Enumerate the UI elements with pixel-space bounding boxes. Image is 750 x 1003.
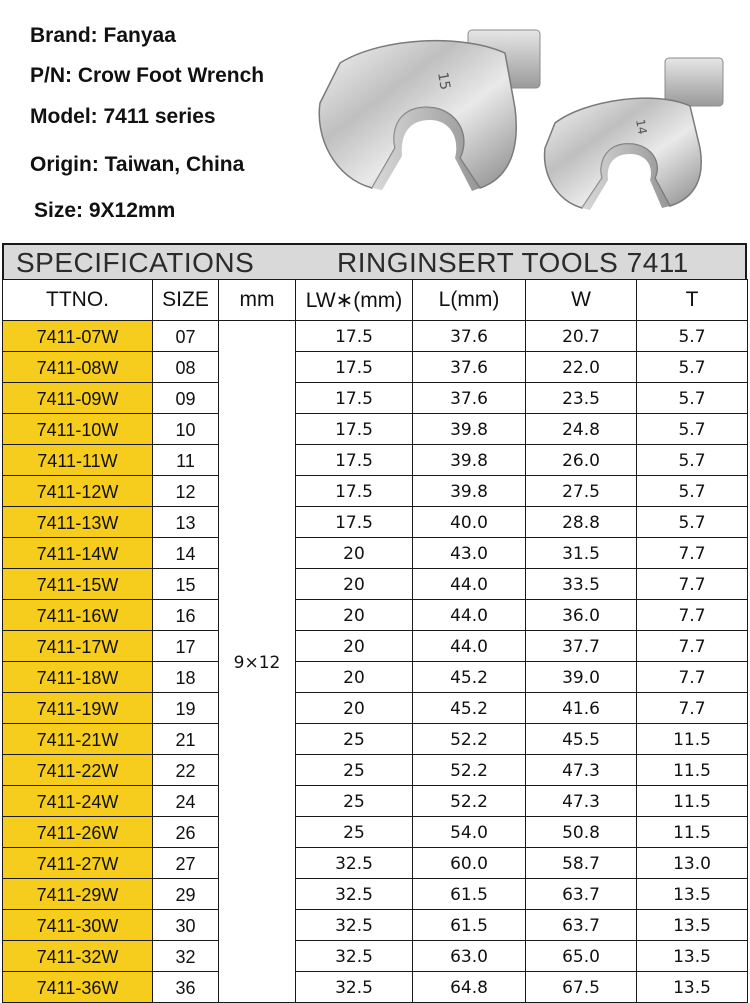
ttno-cell: 7411-12W xyxy=(3,476,153,507)
size-cell: 09 xyxy=(153,383,219,414)
size-cell: 29 xyxy=(153,879,219,910)
t-cell: 7.7 xyxy=(637,538,748,569)
size-cell: 07 xyxy=(153,321,219,352)
ttno-cell: 7411-30W xyxy=(3,910,153,941)
table-row xyxy=(3,662,748,693)
lw-cell: 32.5 xyxy=(296,848,413,879)
l-cell: 52.2 xyxy=(413,786,526,817)
col-mm: mm xyxy=(219,280,296,321)
t-cell: 7.7 xyxy=(637,693,748,724)
pn-line: P/N: Crow Foot Wrench xyxy=(30,64,265,87)
spec-table xyxy=(2,279,748,1003)
table-row xyxy=(3,383,748,414)
lw-cell: 20 xyxy=(296,538,413,569)
l-cell: 37.6 xyxy=(413,383,526,414)
w-cell: 47.3 xyxy=(526,755,637,786)
size-cell: 36 xyxy=(153,972,219,1003)
lw-cell: 25 xyxy=(296,724,413,755)
l-cell: 37.6 xyxy=(413,352,526,383)
col-lw: LW∗(mm) xyxy=(296,280,413,321)
w-cell: 63.7 xyxy=(526,879,637,910)
w-cell: 58.7 xyxy=(526,848,637,879)
w-cell: 41.6 xyxy=(526,693,637,724)
ttno-cell: 7411-27W xyxy=(3,848,153,879)
ttno-cell: 7411-32W xyxy=(3,941,153,972)
t-cell: 5.7 xyxy=(637,321,748,352)
l-cell: 37.6 xyxy=(413,321,526,352)
table-row xyxy=(3,693,748,724)
size-cell: 21 xyxy=(153,724,219,755)
l-cell: 52.2 xyxy=(413,755,526,786)
t-cell: 7.7 xyxy=(637,569,748,600)
table-row xyxy=(3,352,748,383)
ttno-cell: 7411-16W xyxy=(3,600,153,631)
ttno-cell: 7411-29W xyxy=(3,879,153,910)
t-cell: 7.7 xyxy=(637,631,748,662)
l-cell: 45.2 xyxy=(413,662,526,693)
l-cell: 39.8 xyxy=(413,476,526,507)
size-cell: 08 xyxy=(153,352,219,383)
table-row xyxy=(3,414,748,445)
ttno-cell: 7411-07W xyxy=(3,321,153,352)
ttno-cell: 7411-22W xyxy=(3,755,153,786)
l-cell: 54.0 xyxy=(413,817,526,848)
w-cell: 31.5 xyxy=(526,538,637,569)
ttno-cell: 7411-15W xyxy=(3,569,153,600)
lw-cell: 32.5 xyxy=(296,941,413,972)
size-cell: 22 xyxy=(153,755,219,786)
table-row xyxy=(3,445,748,476)
table-row xyxy=(3,507,748,538)
table-row xyxy=(3,817,748,848)
size-cell: 27 xyxy=(153,848,219,879)
product-photo xyxy=(310,28,740,223)
w-cell: 39.0 xyxy=(526,662,637,693)
t-cell: 11.5 xyxy=(637,724,748,755)
col-w: W xyxy=(526,280,637,321)
lw-cell: 17.5 xyxy=(296,383,413,414)
l-cell: 44.0 xyxy=(413,631,526,662)
w-cell: 47.3 xyxy=(526,786,637,817)
l-cell: 45.2 xyxy=(413,693,526,724)
l-cell: 63.0 xyxy=(413,941,526,972)
w-cell: 33.5 xyxy=(526,569,637,600)
w-cell: 26.0 xyxy=(526,445,637,476)
lw-cell: 17.5 xyxy=(296,445,413,476)
table-row xyxy=(3,972,748,1003)
l-cell: 52.2 xyxy=(413,724,526,755)
model-line: Model: 7411 series xyxy=(30,105,216,128)
l-cell: 44.0 xyxy=(413,569,526,600)
size-cell: 13 xyxy=(153,507,219,538)
t-cell: 13.5 xyxy=(637,972,748,1003)
col-t: T xyxy=(637,280,748,321)
t-cell: 7.7 xyxy=(637,600,748,631)
t-cell: 5.7 xyxy=(637,476,748,507)
spec-title: SPECIFICATIONS xyxy=(16,247,255,278)
col-size: SIZE xyxy=(153,280,219,321)
lw-cell: 20 xyxy=(296,662,413,693)
l-cell: 61.5 xyxy=(413,910,526,941)
w-cell: 23.5 xyxy=(526,383,637,414)
table-row xyxy=(3,879,748,910)
size-cell: 10 xyxy=(153,414,219,445)
w-cell: 27.5 xyxy=(526,476,637,507)
table-row xyxy=(3,321,748,352)
size-cell: 19 xyxy=(153,693,219,724)
t-cell: 5.7 xyxy=(637,414,748,445)
ttno-cell: 7411-17W xyxy=(3,631,153,662)
t-cell: 11.5 xyxy=(637,755,748,786)
small-wrench xyxy=(545,58,723,210)
w-cell: 63.7 xyxy=(526,910,637,941)
ttno-cell: 7411-14W xyxy=(3,538,153,569)
lw-cell: 20 xyxy=(296,569,413,600)
lw-cell: 17.5 xyxy=(296,352,413,383)
w-cell: 36.0 xyxy=(526,600,637,631)
w-cell: 37.7 xyxy=(526,631,637,662)
col-l: L(mm) xyxy=(413,280,526,321)
ttno-cell: 7411-26W xyxy=(3,817,153,848)
l-cell: 39.8 xyxy=(413,445,526,476)
l-cell: 44.0 xyxy=(413,600,526,631)
table-row xyxy=(3,724,748,755)
lw-cell: 25 xyxy=(296,755,413,786)
ttno-cell: 7411-21W xyxy=(3,724,153,755)
ttno-cell: 7411-11W xyxy=(3,445,153,476)
lw-cell: 32.5 xyxy=(296,972,413,1003)
w-cell: 28.8 xyxy=(526,507,637,538)
size-cell: 11 xyxy=(153,445,219,476)
lw-cell: 20 xyxy=(296,600,413,631)
size-line: Size: 9X12mm xyxy=(34,199,176,222)
spec-header-row xyxy=(3,280,748,321)
t-cell: 13.5 xyxy=(637,879,748,910)
lw-cell: 20 xyxy=(296,631,413,662)
size-cell: 16 xyxy=(153,600,219,631)
w-cell: 45.5 xyxy=(526,724,637,755)
l-cell: 40.0 xyxy=(413,507,526,538)
table-row xyxy=(3,538,748,569)
t-cell: 5.7 xyxy=(637,507,748,538)
size-cell: 30 xyxy=(153,910,219,941)
spec-subtitle: RINGINSERT TOOLS 7411 xyxy=(337,247,689,278)
size-cell: 12 xyxy=(153,476,219,507)
lw-cell: 17.5 xyxy=(296,507,413,538)
ttno-cell: 7411-09W xyxy=(3,383,153,414)
lw-cell: 17.5 xyxy=(296,414,413,445)
spec-header-band xyxy=(2,243,747,279)
ttno-cell: 7411-13W xyxy=(3,507,153,538)
col-ttno: TTNO. xyxy=(3,280,153,321)
origin-line: Origin: Taiwan, China xyxy=(30,153,245,176)
lw-cell: 32.5 xyxy=(296,879,413,910)
size-cell: 15 xyxy=(153,569,219,600)
spec-body xyxy=(3,321,748,1003)
t-cell: 13.5 xyxy=(637,941,748,972)
t-cell: 11.5 xyxy=(637,817,748,848)
t-cell: 13.5 xyxy=(637,910,748,941)
table-row xyxy=(3,848,748,879)
size-cell: 26 xyxy=(153,817,219,848)
ttno-cell: 7411-18W xyxy=(3,662,153,693)
table-row xyxy=(3,786,748,817)
ttno-cell: 7411-36W xyxy=(3,972,153,1003)
table-row xyxy=(3,941,748,972)
lw-cell: 32.5 xyxy=(296,910,413,941)
table-row xyxy=(3,476,748,507)
t-cell: 11.5 xyxy=(637,786,748,817)
size-cell: 24 xyxy=(153,786,219,817)
lw-cell: 17.5 xyxy=(296,476,413,507)
table-row xyxy=(3,910,748,941)
l-cell: 64.8 xyxy=(413,972,526,1003)
t-cell: 5.7 xyxy=(637,383,748,414)
svg-text:15: 15 xyxy=(434,70,453,92)
l-cell: 61.5 xyxy=(413,879,526,910)
t-cell: 13.0 xyxy=(637,848,748,879)
w-cell: 67.5 xyxy=(526,972,637,1003)
w-cell: 20.7 xyxy=(526,321,637,352)
w-cell: 65.0 xyxy=(526,941,637,972)
brand-line: Brand: Fanyaa xyxy=(30,24,176,47)
size-cell: 32 xyxy=(153,941,219,972)
w-cell: 22.0 xyxy=(526,352,637,383)
t-cell: 5.7 xyxy=(637,352,748,383)
t-cell: 7.7 xyxy=(637,662,748,693)
l-cell: 60.0 xyxy=(413,848,526,879)
lw-cell: 20 xyxy=(296,693,413,724)
ttno-cell: 7411-24W xyxy=(3,786,153,817)
w-cell: 24.8 xyxy=(526,414,637,445)
size-cell: 17 xyxy=(153,631,219,662)
ttno-cell: 7411-08W xyxy=(3,352,153,383)
table-row xyxy=(3,600,748,631)
table-row xyxy=(3,755,748,786)
ttno-cell: 7411-19W xyxy=(3,693,153,724)
lw-cell: 25 xyxy=(296,786,413,817)
size-cell: 14 xyxy=(153,538,219,569)
spec-sheet xyxy=(2,243,747,1003)
lw-cell: 17.5 xyxy=(296,321,413,352)
table-row xyxy=(3,631,748,662)
svg-text:14: 14 xyxy=(633,118,650,136)
ttno-cell: 7411-10W xyxy=(3,414,153,445)
table-row xyxy=(3,569,748,600)
large-wrench xyxy=(319,30,540,191)
l-cell: 39.8 xyxy=(413,414,526,445)
mm-cell: 9×12 xyxy=(219,321,296,1003)
lw-cell: 25 xyxy=(296,817,413,848)
size-cell: 18 xyxy=(153,662,219,693)
l-cell: 43.0 xyxy=(413,538,526,569)
wrench-illustration xyxy=(310,28,740,223)
w-cell: 50.8 xyxy=(526,817,637,848)
t-cell: 5.7 xyxy=(637,445,748,476)
